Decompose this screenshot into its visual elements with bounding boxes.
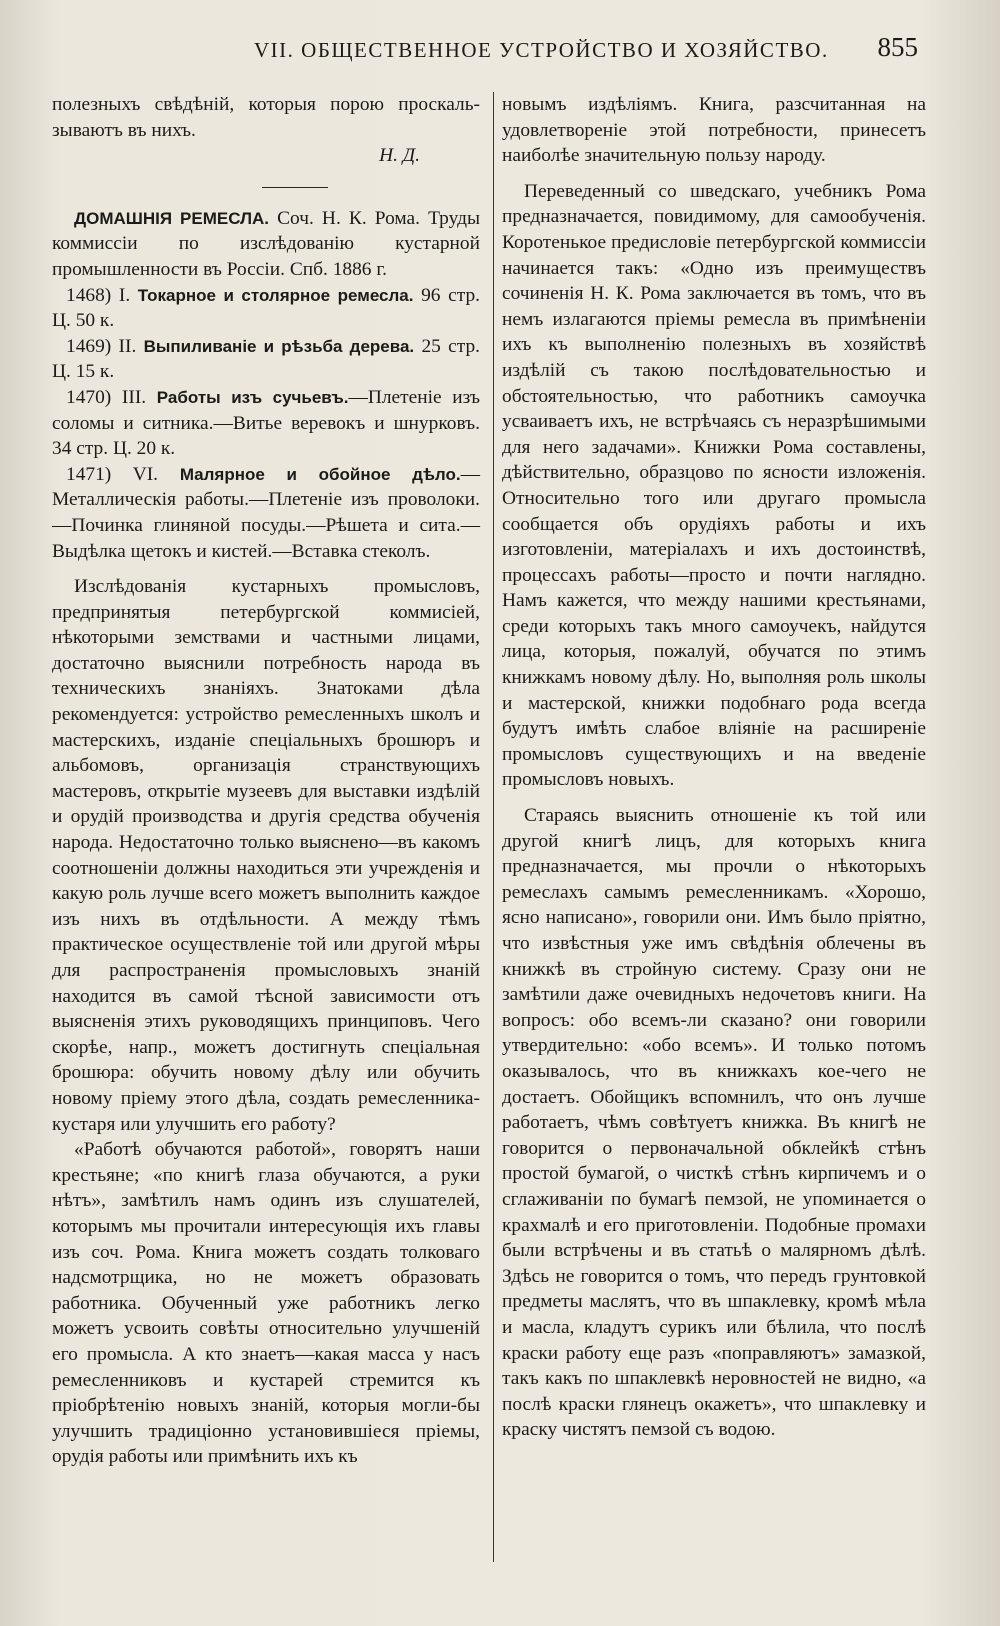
left-column	[52, 92, 480, 1470]
item-number: 1469) II.	[66, 335, 144, 357]
item-number: 1470) III.	[66, 386, 157, 408]
body-paragraph: Изслѣдованія кустарныхъ промысловъ, предпринятыя петербургской коммисіей, нѣкоторыми земствами и частными лицами, достаточно выяснили потребность народа въ техническихъ знаніяхъ. Знатоками дѣла рекомендуется: устройство ремесленныхъ школъ и мастерскихъ, изданіе спеціальныхъ брошюръ и альбомовъ, организація странствующихъ мастеровъ, открытіе музеевъ для выставки издѣлій и орудій производства и другія средства обученія народа. Недостаточно только выяснено—въ какомъ соотношеніи должны находиться эти учрежденія и какую роль лучше всего можетъ выполнить каждое изъ нихъ въ отдѣльности. А между тѣмъ практическое осуществленіе той или другой мѣры для распространенія промысловыхъ знаній находится въ самой тѣсной зависимости отъ выясненія этихъ руководящихъ принциповъ. Чего скорѣе, напр., можетъ достигнуть спеціальная брошюра: обучить новому дѣлу или обучить новому пріему этого дѣла, создать ремесленника-кустаря или улучшить его работу?	[52, 576, 480, 1135]
column-rule	[493, 92, 494, 1562]
item-details: —Металлическія работы.—Плетеніе изъ проволоки.—Починка глиняной посуды.—Рѣшета и сита.—Выдѣлка щетокъ и кистей.—Вставка стеколъ.	[52, 463, 480, 562]
continued-text: новымъ издѣліямъ. Книга, разсчитанная на удовлетвореніе этой потребности, принесетъ наиболѣе значительную пользу народу.	[502, 94, 926, 167]
body-paragraph: Стараясь выяснить отношеніе къ той или другой книгѣ лицъ, для которыхъ книга предназначается, мы прочли о нѣкоторыхъ ремеслахъ самымъ ремесленникамъ. «Хорошо, ясно написано», говорили они. Имъ было пріятно, что извѣстныя уже имъ свѣдѣнія облечены въ книжкѣ въ стройную систему. Сразу они не замѣтили даже очевидныхъ недочетовъ книги. На вопросъ: обо всемъ-ли сказано? они говорили утвердительно: «обо всемъ». И только потомъ оказывалось, что въ книжкахъ кое-чего не достаетъ. Обойщикъ вспомнилъ, что онъ лучше работаетъ, чѣмъ совѣтуетъ книжка. Въ книгѣ не говорится о первоначальной обклейкѣ стѣнъ простой бумагой, о чисткѣ стѣнъ кирпичемъ и о сглаживаніи по бумагѣ пемзой, не упоминается о крахмалѣ и его приготовленіи. Подобные промахи были встрѣчены и въ статьѣ о малярномъ дѣлѣ. Здѣсь не говорится о томъ, что передъ грунтовкой предметы маслятъ, что въ шпаклевку, кромѣ мѣла и масла, кладутъ сурикъ или бѣлила, что послѣ краски работу еще разъ «поправляютъ» замазкой, такъ какъ по шпаклевкѣ неровностей не видно, «а послѣ краски глянецъ окажетъ», что шпаклевку и краску чистятъ пемзой съ водою.	[502, 805, 926, 1441]
book-item	[52, 385, 480, 462]
item-number: 1468) I.	[66, 284, 138, 306]
author-signature: Н. Д.	[379, 145, 420, 167]
right-column	[502, 92, 926, 1443]
item-title: Работы изъ сучьевъ.	[156, 387, 349, 407]
body-paragraph: Переведенный со шведскаго, учебникъ Рома предназначается, повидимому, для самообученія. Коротенькое предисловіе петербургской коммиссіи начинается такъ: «Одно изъ преимуществъ сочиненія Н. К. Рома заключается въ томъ, что въ немъ излагаются пріемы ремесла въ примѣненіи ихъ къ выполненію полезныхъ въ хозяйствѣ издѣлій съ такою послѣдовательностью и обстоятельностью, что работникъ самоучка усваиваетъ ихъ, не встрѣчаясь съ неразрѣшимыми для него задачами». Книжки Рома составлены, дѣйствительно, образцово по ясности изложенія. Относительно того или другаго промысла сообщается объ орудіяхъ работы и ихъ изготовленіи, матеріалахъ и ихъ достоинствѣ, процессахъ работы—просто и почти наглядно. Намъ кажется, что между нашими крестьянами, среди которыхъ такъ много самоучекъ, найдутся лица, которыя, пожалуй, обучатся по этимъ книжкамъ новому дѣлу. Но, выполняя роль школы и мастерской, книжки подобнаго рода всегда будутъ имѣть слабое вліяніе на расширеніе промысловъ существующихъ и на введеніе промысловъ новыхъ.	[502, 180, 926, 791]
spacer	[502, 793, 926, 803]
book-item	[52, 462, 480, 564]
section-divider	[262, 187, 328, 188]
body-paragraph: «Работѣ обучаются работой», говорятъ наши крестьяне; «по книгѣ глаза обучаются, а руки нѣтъ», замѣтилъ намъ одинъ изъ слушателей, которымъ мы прочитали интересующія ихъ главы изъ соч. Рома. Книга можетъ создать толковаго надсмотрщика, но не можетъ образовать работника. Обученный уже работникъ легко можетъ усвоить совѣты относительно улучшеній его промысла. А кто знаетъ—какая масса у насъ ремесленниковъ и кустарей стремится къ пріобрѣтенію новыхъ знаній, которыя могли-бы улучшить традиціонно установившіеся пріемы, орудія работы или примѣнить ихъ къ	[52, 1139, 480, 1468]
item-number: 1471) VI.	[66, 463, 180, 485]
item-title: Выпиливаніе и рѣзьба дерева.	[143, 336, 415, 356]
running-head: VII. ОБЩЕСТВЕННОЕ УСТРОЙСТВО И ХОЗЯЙСТВО.	[254, 38, 829, 62]
book-item	[52, 334, 480, 385]
page-number: 855	[877, 32, 918, 62]
spacer	[502, 169, 926, 179]
entry-title: ДОМАШНІЯ РЕМЕСЛА.	[74, 208, 270, 228]
review-entry-heading	[52, 206, 480, 283]
entry-source: Соч. Н. К. Рома. Труды коммиссіи по изслѣдованію кустарной промышленности въ Россіи. Спб. 1886 г.	[52, 207, 480, 280]
item-details: —Плетеніе изъ соломы и ситника.—Витье веревокъ и шнурковъ. 34 стр. Ц. 20 к.	[52, 386, 480, 460]
page-header	[0, 32, 1000, 72]
spacer	[52, 564, 480, 574]
item-title: Токарное и столярное ремесла.	[137, 285, 414, 305]
item-details: 96 стр. Ц. 50 к.	[52, 284, 480, 332]
item-title: Малярное и обойное дѣло.	[179, 464, 461, 484]
book-item	[52, 283, 480, 334]
continued-text: полезныхъ свѣдѣній, которыя порою проскаль- зываютъ въ нихъ.	[52, 94, 480, 141]
item-details: 25 стр. Ц. 15 к.	[52, 335, 481, 383]
